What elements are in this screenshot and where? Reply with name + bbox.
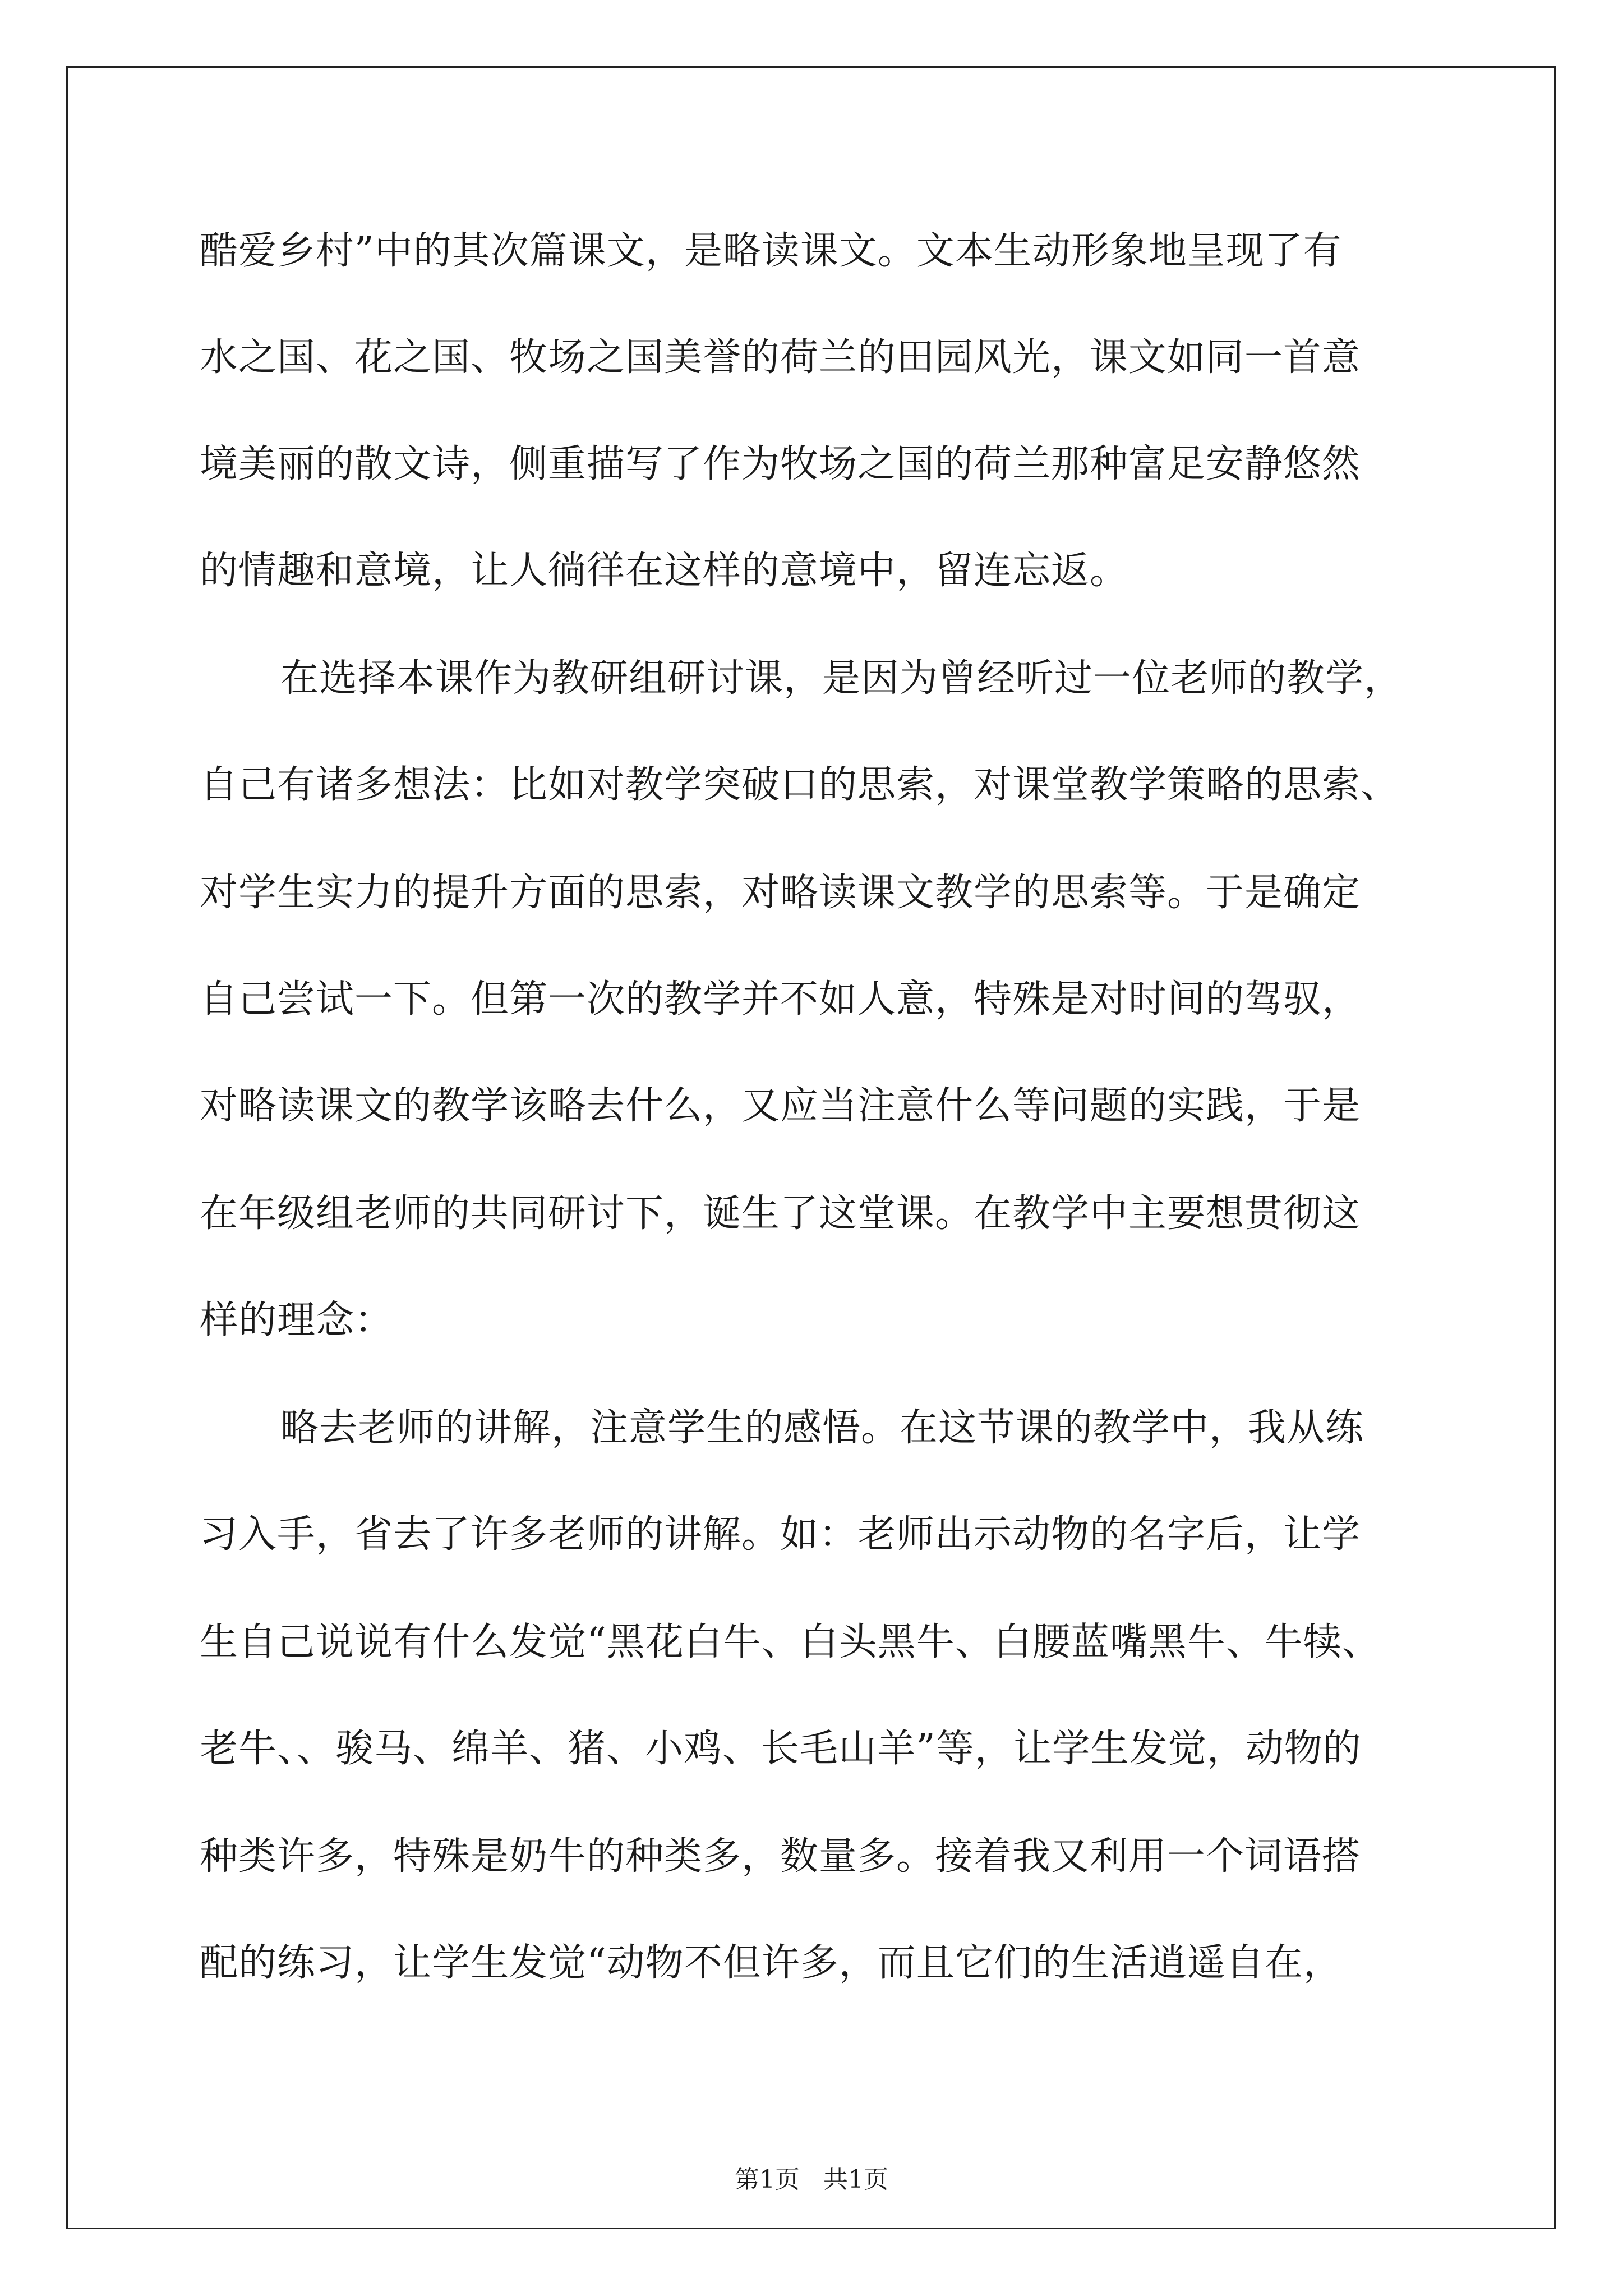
text-line: 对学生实力的提升方面的思索，对略读课文教学的思索等。于是确定: [200, 871, 1361, 915]
text-line: 配的练习，让学生发觉“动物不但许多，而且它们的生活逍遥自在，: [200, 1941, 1342, 1985]
page-number-footer: 第1页 共1页: [735, 2165, 888, 2194]
text-line: 习入手，省去了许多老师的讲解。如：老师出示动物的名字后，让学: [200, 1512, 1361, 1557]
text-line: 样的理念：: [200, 1298, 394, 1342]
text-line: 老牛、、骏马、绵羊、猪、小鸡、长毛山羊”等，让学生发觉，动物的: [200, 1727, 1362, 1771]
paragraph-first-line: 略去老师的讲解，注意学生的感悟。在这节课的教学中，我从练: [280, 1406, 1364, 1450]
paragraph-first-line: 在选择本课作为教研组研讨课，是因为曾经听过一位老师的教学，: [280, 656, 1403, 701]
text-line: 水之国、花之国、牧场之国美誉的荷兰的田园风光，课文如同一首意: [200, 335, 1361, 380]
text-line: 自己尝试一下。但第一次的教学并不如人意，特殊是对时间的驾驭，: [200, 977, 1361, 1022]
text-line: 种类许多，特殊是奶牛的种类多，数量多。接着我又利用一个词语搭: [200, 1834, 1361, 1879]
text-line: 对略读课文的教学该略去什么，又应当注意什么等问题的实践，于是: [200, 1084, 1361, 1128]
text-line: 境美丽的散文诗，侧重描写了作为牧场之国的荷兰那种富足安静悠然: [200, 442, 1361, 486]
page-border: [66, 66, 1556, 2229]
text-line: 在年级组老师的共同研讨下，诞生了这堂课。在教学中主要想贯彻这: [200, 1191, 1361, 1236]
text-line: 自己有诸多想法：比如对教学突破口的思索，对课堂教学策略的思索、: [200, 763, 1400, 807]
text-line: 酷爱乡村”中的其次篇课文，是略读课文。文本生动形象地呈现了有: [200, 229, 1342, 273]
text-line: 的情趣和意境，让人徜徉在这样的意境中，留连忘返。: [200, 549, 1129, 593]
text-line: 生自己说说有什么发觉“黑花白牛、白头黑牛、白腰蓝嘴黑牛、牛犊、: [200, 1620, 1381, 1664]
